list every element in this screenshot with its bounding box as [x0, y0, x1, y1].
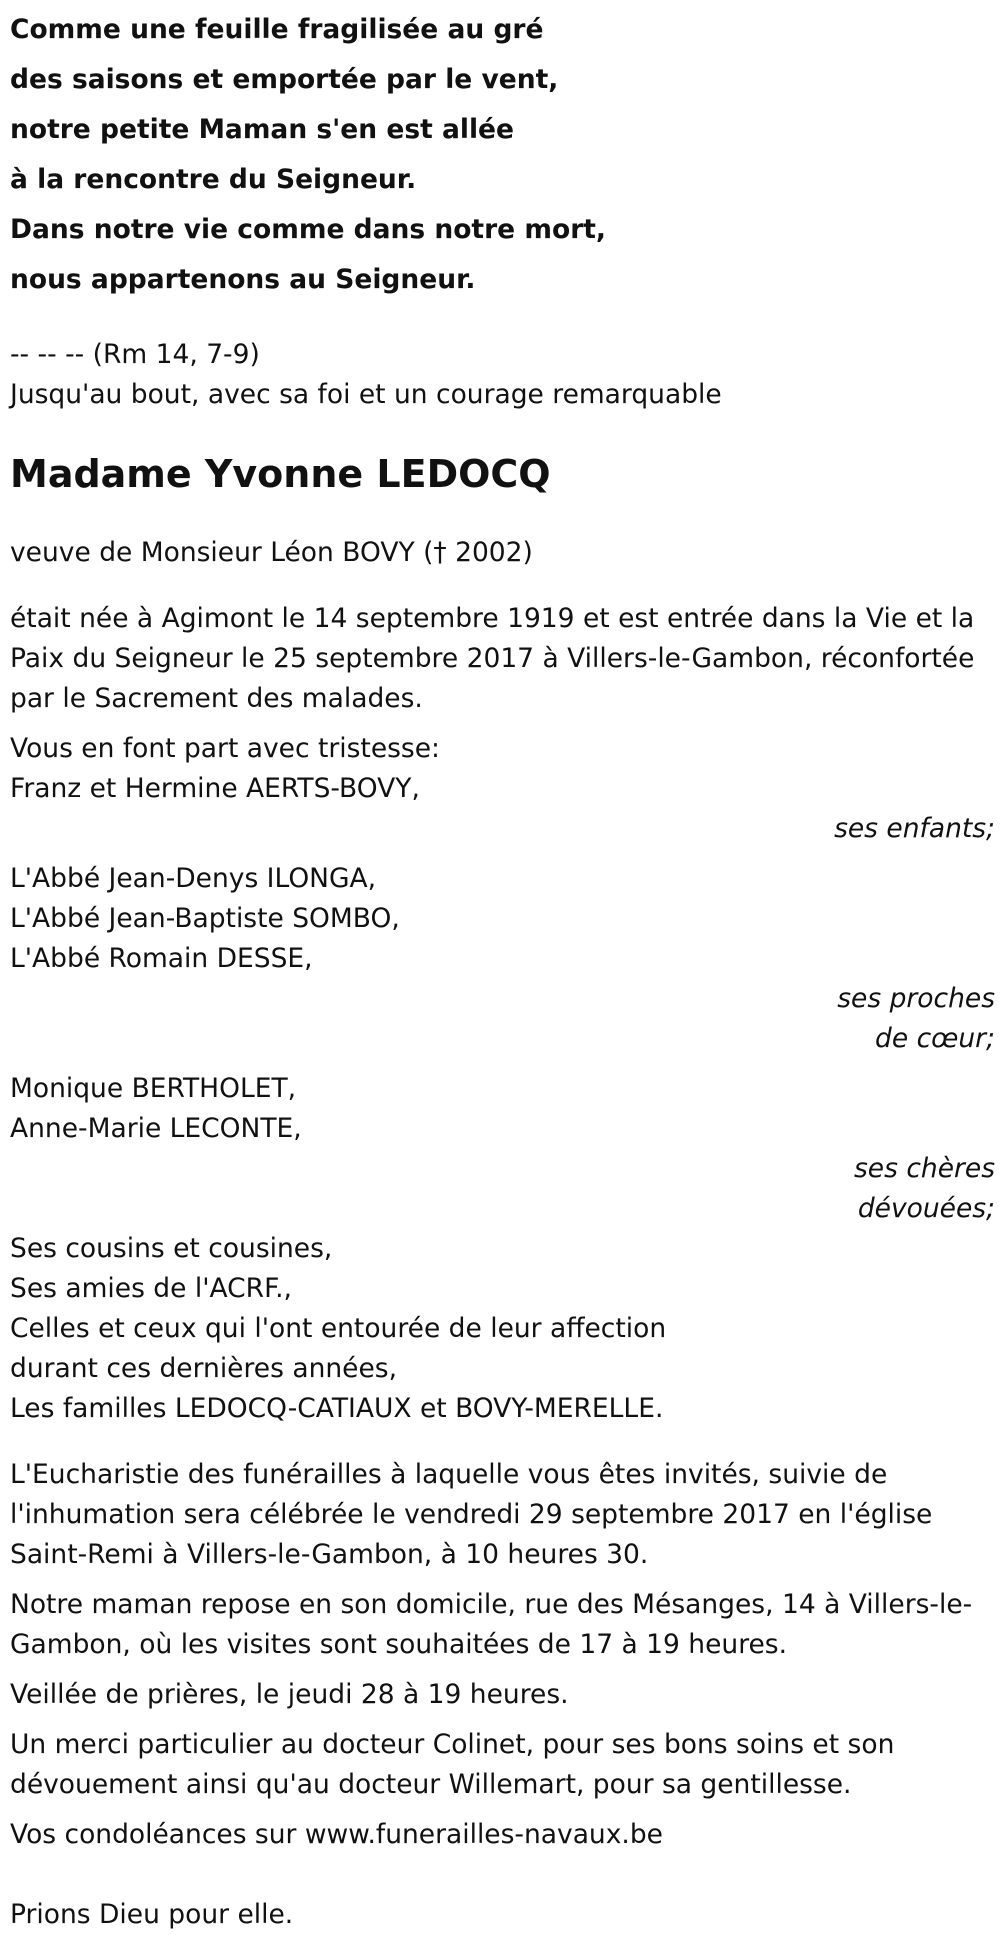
thanks-paragraph: Un merci particulier au docteur Colinet, pour ses bons soins et son dévouement ainsi qu'au docteur Willemart, pour sa gentillesse. — [10, 1729, 895, 1800]
closing-prayer: Prions Dieu pour elle. — [10, 1899, 294, 1930]
family-group-devoted — [10, 1069, 995, 1229]
family-role: ses enfants; — [834, 813, 995, 844]
verse-line: nous appartenons au Seigneur. — [10, 264, 476, 295]
family-group-children — [10, 769, 995, 849]
family-member: L'Abbé Jean-Baptiste SOMBO, — [10, 903, 400, 934]
ceremony-paragraph: L'Eucharistie des funérailles à laquelle vous êtes invités, suivie de l'inhumation sera célébrée le vendredi 29 septembre 2017 en l'église Saint-Remi à Villers-le-Gambon, à 10 heures 30. — [10, 1459, 933, 1570]
verse-line: notre petite Maman s'en est allée — [10, 114, 514, 145]
announce-intro: Vous en font part avec tristesse: — [10, 733, 440, 764]
family-member: Monique BERTHOLET, — [10, 1073, 297, 1104]
mourner-line: Les familles LEDOCQ-CATIAUX et BOVY-MERELLE. — [10, 1393, 664, 1424]
mourner-line: Ses amies de l'ACRF., — [10, 1273, 292, 1304]
family-member: Anne-Marie LECONTE, — [10, 1113, 302, 1144]
other-mourners — [10, 1229, 995, 1429]
obituary-content — [10, 5, 995, 1935]
family-group-close — [10, 859, 995, 1059]
verse-line: Comme une feuille fragilisée au gré — [10, 14, 544, 45]
family-role: ses proches de cœur; — [837, 983, 995, 1054]
mourner-line: Celles et ceux qui l'ont entourée de leur affection — [10, 1313, 667, 1344]
deceased-name: Madame Yvonne LEDOCQ — [10, 452, 551, 496]
verse-line: à la rencontre du Seigneur. — [10, 164, 417, 195]
verse-line: des saisons et emportée par le vent, — [10, 64, 559, 95]
opening-verse — [10, 5, 995, 305]
condolences-line: Vos condoléances sur www.funerailles-navaux.be — [10, 1819, 663, 1850]
tagline: Jusqu'au bout, avec sa foi et un courage remarquable — [10, 379, 722, 410]
birth-death-paragraph: était née à Agimont le 14 septembre 1919 et est entrée dans la Vie et la Paix du Seigneur le 25 septembre 2017 à Villers-le-Gambon, réconfortée par le Sacrement des malades. — [10, 603, 975, 714]
family-member: L'Abbé Jean-Denys ILONGA, — [10, 863, 377, 894]
scripture-reference: -- -- -- (Rm 14, 7-9) — [10, 339, 260, 370]
family-member: Franz et Hermine AERTS-BOVY, — [10, 773, 420, 804]
family-role: ses chères dévouées; — [853, 1153, 995, 1224]
vigil-line: Veillée de prières, le jeudi 28 à 19 heures. — [10, 1679, 569, 1710]
verse-line: Dans notre vie comme dans notre mort, — [10, 214, 606, 245]
family-role-row — [10, 979, 995, 1059]
family-role-row — [10, 1149, 995, 1229]
mourner-line: Ses cousins et cousines, — [10, 1233, 333, 1264]
mourner-line: durant ces dernières années, — [10, 1353, 397, 1384]
family-role-row — [10, 809, 995, 849]
visits-paragraph: Notre maman repose en son domicile, rue des Mésanges, 14 à Villers-le-Gambon, où les visites sont souhaitées de 17 à 19 heures. — [10, 1589, 973, 1660]
widow-line: veuve de Monsieur Léon BOVY († 2002) — [10, 537, 533, 568]
family-member: L'Abbé Romain DESSE, — [10, 943, 313, 974]
